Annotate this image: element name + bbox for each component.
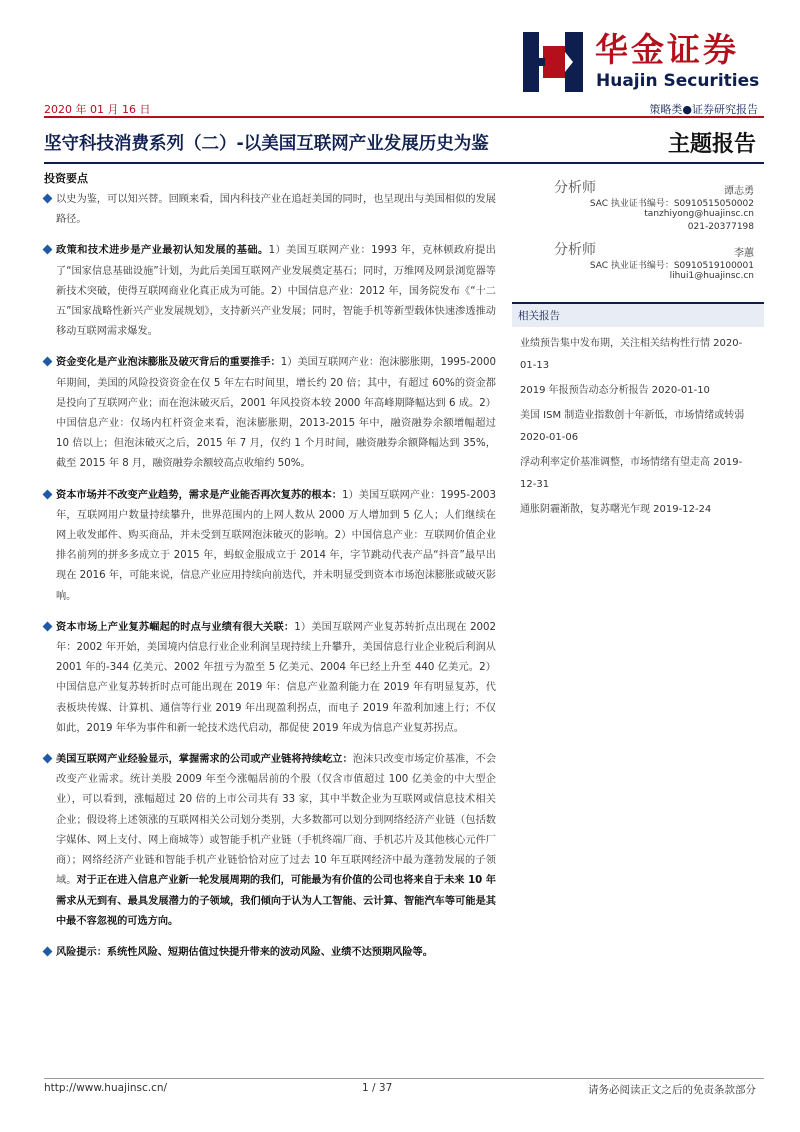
- bullet-text: 1）美国互联网产业：泡沫膨胀期，1995-2000 年期间，美国的风险投资资金在仅 5 年左右时间里，增长约 20 倍；其中，有超过 60%的资金都是投向了互联网产业；而在泡沫破灭后，2001 年风投资本较 2000 年高峰期降幅达到 6 成。2）中国信息产业：仅场内杠杆资金来看，泡沫膨胀期，2013-2015 年中，融资融券余额增幅超过 10 倍以上；但泡沫破灭之后，2015 年 7 月，仅约 1 个月时间，融资融券余额降幅达到 35%，截至 2015 年 8 月，融资融券余额较高点收缩约 50%。: [56, 357, 496, 470]
- bullet-item: [44, 190, 496, 230]
- diamond-bullet-icon: [43, 194, 53, 204]
- bullet-text: 以史为鉴，可以知兴替。回顾来看，国内科技产业在追赶美国的同时，也呈现出与美国相似的发展路径。: [56, 194, 496, 226]
- diamond-bullet-icon: [43, 621, 53, 631]
- report-category: 策略类●证券研究报告: [649, 103, 758, 116]
- related-report-link[interactable]: 美国 ISM 制造业指数创十年新低，市场情绪或转弱 2020-01-06: [520, 410, 745, 443]
- diamond-bullet-icon: [43, 754, 53, 764]
- brand-logo: [523, 30, 773, 96]
- analyst-name: 谭志勇: [724, 186, 754, 197]
- related-reports-list: [512, 327, 764, 521]
- bullet-item: [44, 486, 496, 607]
- bullet-conclusion: 对于正在进入信息产业新一轮发展周期的我们，可能最为有价值的公司也将来自于未来 10 年需求从无到有、最具发展潜力的子领域，我们倾向于认为人工智能、云计算、智能汽车等可能是其中最不容忽视的可选方向。: [56, 875, 496, 927]
- bullet-text: 泡沫只改变市场定价基准，不会改变产业需求。统计美股 2009 年至今涨幅居前的个股（仅含市值超过 100 亿美金的中大型企业），可以看到，涨幅超过 20 倍的上市公司共有 33 家，其中半数企业为互联网或信息技术相关企业；假设将上述领涨的互联网相关公司划分类别，大多数都可以划分到网络经济产业链（包括数字媒体、网上支付、网上商城等）或智能手机产业链（手机终端厂商、手机芯片及其他核心元件厂商）；网络经济产业链和智能手机产业链恰恰对应了过去 10 年互联网经济中最为蓬勃发展的子领域。: [56, 754, 497, 887]
- analyst-email[interactable]: lihui1@huajinsc.cn: [669, 271, 754, 281]
- footer-website-link[interactable]: http://www.huajinsc.cn/: [44, 1082, 168, 1094]
- diamond-bullet-icon: [43, 357, 53, 367]
- report-title: 坚守科技消费系列（二）-以美国互联网产业发展历史为鉴: [44, 134, 489, 154]
- bullet-text: 1）美国互联网产业复苏转折点出现在 2002 年：2002 年开始，美国境内信息行业企业利润呈现持续上升攀升，美国信息行业企业税后利润从 2001 年的-344 亿美元、2002 年扭亏为盈至 5 亿美元、2004 年已经上升至 440 亿美元。2）中国信息产业复苏转折时点可能出现在 2019 年：信息产业盈利能力在 2019 年有明显复苏，代表板块传媒、计算机、通信等行业 2019 年出现盈利拐点，而电子 2019 年盈利加速上行；不仅如此，2019 年华为事件和新一轮技术迭代启动，都促使 2019 年成为信息产业复苏拐点。: [56, 621, 496, 734]
- brand-name-cn: 华金证券: [595, 30, 739, 69]
- analyst-role: 分析师: [554, 180, 596, 196]
- bullet-lead: 资金变化是产业泡沫膨胀及破灭背后的重要推手：: [56, 357, 281, 369]
- bullet-item: [44, 241, 496, 342]
- report-date: 2020 年 01 月 16 日: [44, 103, 151, 116]
- header-bar: [44, 101, 764, 118]
- analyst-role: 分析师: [554, 242, 596, 258]
- brand-name-en: Huajin Securities: [596, 71, 760, 91]
- analyst-card: [512, 234, 764, 292]
- analyst-name: 李蕙: [734, 248, 754, 259]
- analyst-cert: SAC 执业证书编号：S0910519100001: [589, 261, 754, 271]
- related-reports-heading: 相关报告: [512, 302, 764, 327]
- bullet-item: [44, 353, 496, 474]
- huajin-logo-icon: [523, 32, 583, 92]
- analyst-phone: 021-20377198: [687, 222, 754, 232]
- bullet-lead: 资本市场上产业复苏崛起的时点与业绩有很大关联：: [56, 621, 295, 633]
- bullet-lead: 政策和技术进步是产业最初认知发展的基础。: [56, 245, 269, 257]
- analyst-cert: SAC 执业证书编号：S0910515050002: [589, 199, 754, 209]
- section-title: 投资要点: [44, 172, 88, 185]
- report-type: 主题报告: [667, 132, 756, 157]
- bullet-item: [44, 750, 496, 932]
- side-panel: [512, 172, 764, 524]
- footer-divider: [44, 1078, 764, 1079]
- related-report-link[interactable]: 浮动利率定价基准调整，市场情绪有望走高 2019-12-31: [520, 457, 743, 490]
- bullet-lead: 资本市场并不改变产业趋势，需求是产业能否再次复苏的根本：: [56, 489, 343, 501]
- bullet-lead: 风险提示：系统性风险、短期估值过快提升带来的波动风险、业绩不达预期风险等。: [56, 946, 433, 958]
- page-number: 1 / 37: [362, 1082, 393, 1094]
- related-report-link[interactable]: 2019 年报预告动态分析报告 2020-01-10: [520, 385, 710, 396]
- related-report-link[interactable]: 通胀阴霾渐散，复苏曙光乍现 2019-12-24: [520, 504, 712, 515]
- bullet-item: [44, 618, 496, 739]
- diamond-bullet-icon: [43, 946, 53, 956]
- bullet-text: 1）美国互联网产业：1995-2003 年，互联网用户数量持续攀升，世界范围内的上网人数从 2000 万人增加到 5 亿人；人们继续在网上收发邮件、购买商品，并未受到互联网泡沫破灭的影响。2）中国信息产业：互联网价值企业排名前列的拼多多成立于 2015 年，蚂蚁金服成立于 2014 年，字节跳动代表产品“抖音”最早出现在 2016 年，可能来说，信息产业应用持续向前迭代，并未明显受到资本市场泡沫膨胀或破灭影响。: [56, 489, 497, 602]
- bullet-item: [44, 943, 496, 963]
- title-divider: [44, 162, 764, 164]
- bullet-text: 1）美国互联网产业：1993 年，克林顿政府提出了“国家信息基础设施”计划，为此后美国互联网产业发展奠定基石；同时，万维网及网景浏览器等新技术突破，使得互联网商业化真正成为可能。2）中国信息产业：2012 年，国务院发布《“十二五”国家战略性新兴产业发展规划》，支持新兴产业发展；同时，智能手机等新型载体快速渗透推动移动互联网需求爆发。: [56, 245, 496, 338]
- main-content: [44, 166, 496, 974]
- analyst-card: [512, 172, 764, 234]
- diamond-bullet-icon: [43, 489, 53, 499]
- footer-disclaimer: 请务必阅读正文之后的免责条款部分: [588, 1084, 756, 1096]
- diamond-bullet-icon: [43, 245, 53, 255]
- analyst-email[interactable]: tanzhiyong@huajinsc.cn: [644, 209, 754, 219]
- related-report-link[interactable]: 业绩预告集中发布期，关注相关结构性行情 2020-01-13: [520, 338, 743, 371]
- bullet-lead: 美国互联网产业经验显示，掌握需求的公司或产业链将持续屹立：: [56, 754, 353, 766]
